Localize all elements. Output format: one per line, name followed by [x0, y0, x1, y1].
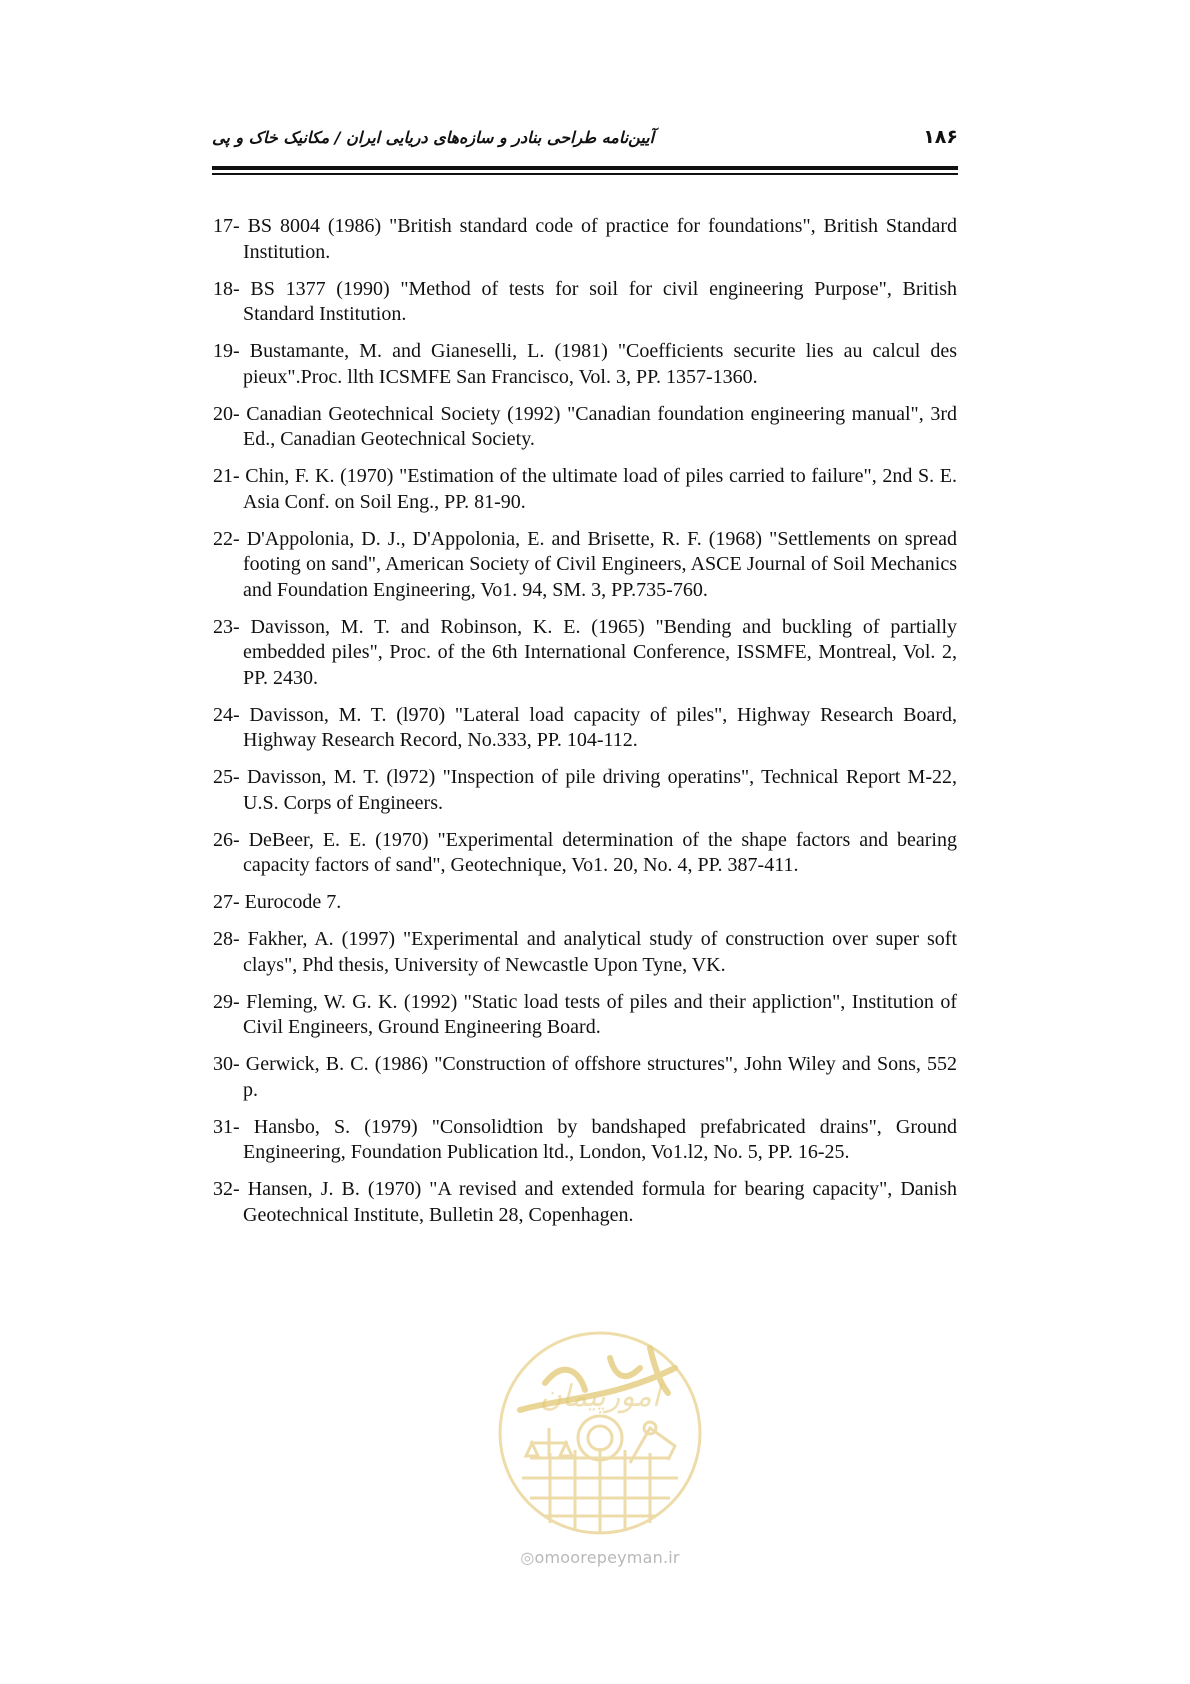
header-rule-thin	[212, 173, 958, 175]
page-number: ۱۸۶	[923, 126, 958, 148]
reference-item: 21- Chin, F. K. (1970) "Estimation of the ultimate load of piles carried to failure", 2nd S. E. Asia Conf. on Soil Eng., PP. 81-90.	[213, 465, 957, 513]
reference-item: 24- Davisson, M. T. (l970) "Lateral load capacity of piles", Highway Research Board, Highway Research Record, No.333, PP. 104-112.	[213, 703, 957, 751]
watermark-logo-text: امورپیمان	[539, 1379, 661, 1414]
reference-item: 30- Gerwick, B. C. (1986) "Construction of offshore structures", John Wiley and Sons, 552 p.	[213, 1053, 957, 1101]
reference-item: 29- Fleming, W. G. K. (1992) "Static load tests of piles and their appliction", Institution of Civil Engineers, Ground Engineering Board.	[213, 990, 957, 1038]
reference-item: 25- Davisson, M. T. (l972) "Inspection of pile driving operatins", Technical Report M-22, U.S. Corps of Engineers.	[213, 766, 957, 814]
globe-icon: ◎	[520, 1548, 535, 1567]
reference-item: 23- Davisson, M. T. and Robinson, K. E. (1965) "Bending and buckling of partially embedded piles", Proc. of the 6th International Conference, ISSMFE, Montreal, Vol. 2, PP. 2430.	[213, 615, 957, 689]
reference-item: 20- Canadian Geotechnical Society (1992) "Canadian foundation engineering manual", 3rd Ed., Canadian Geotechnical Society.	[213, 402, 957, 450]
reference-item: 28- Fakher, A. (1997) "Experimental and analytical study of construction over super soft clays", Phd thesis, University of Newcastle Upon Tyne, VK.	[213, 928, 957, 976]
reference-item: 17- BS 8004 (1986) "British standard code of practice for foundations", British Standard Institution.	[213, 215, 957, 263]
reference-item: 31- Hansbo, S. (1979) "Consolidtion by bandshaped prefabricated drains", Ground Engineering, Foundation Publication ltd., London, Vo1.l2, No. 5, PP. 16-25.	[213, 1115, 957, 1163]
header-rule-thick	[212, 166, 958, 170]
watermark-site-text: ◎omoorepeyman.ir	[520, 1548, 680, 1567]
reference-item: 22- D'Appolonia, D. J., D'Appolonia, E. and Brisette, R. F. (1968) "Settlements on spread footing on sand", American Society of Civil Engineers, ASCE Journal of Soil Mechanics and Foundation Engineering, Vo1. 94, SM. 3, PP.735-760.	[213, 527, 957, 601]
reference-item: 19- Bustamante, M. and Gianeselli, L. (1981) "Coefficients securite lies au calcul des pieux".Proc. llth ICSMFE San Francisco, Vol. 3, PP. 1357-1360.	[213, 340, 957, 388]
reference-list	[213, 214, 957, 1240]
page-header	[212, 126, 958, 154]
reference-item: 32- Hansen, J. B. (1970) "A revised and extended formula for bearing capacity", Danish Geotechnical Institute, Bulletin 28, Copenhagen.	[213, 1178, 957, 1226]
reference-item: 27- Eurocode 7.	[213, 891, 342, 913]
reference-item: 26- DeBeer, E. E. (1970) "Experimental determination of the shape factors and bearing capacity factors of sand", Geotechnique, Vo1. 20, No. 4, PP. 387-411.	[213, 828, 957, 876]
running-title: آیین‌نامه طراحی بنادر و سازه‌های دریایی ایران / مکانیک خاک و پی	[212, 128, 655, 147]
watermark-logo	[490, 1328, 710, 1538]
reference-item: 18- BS 1377 (1990) "Method of tests for soil for civil engineering Purpose", British Standard Institution.	[213, 277, 957, 325]
